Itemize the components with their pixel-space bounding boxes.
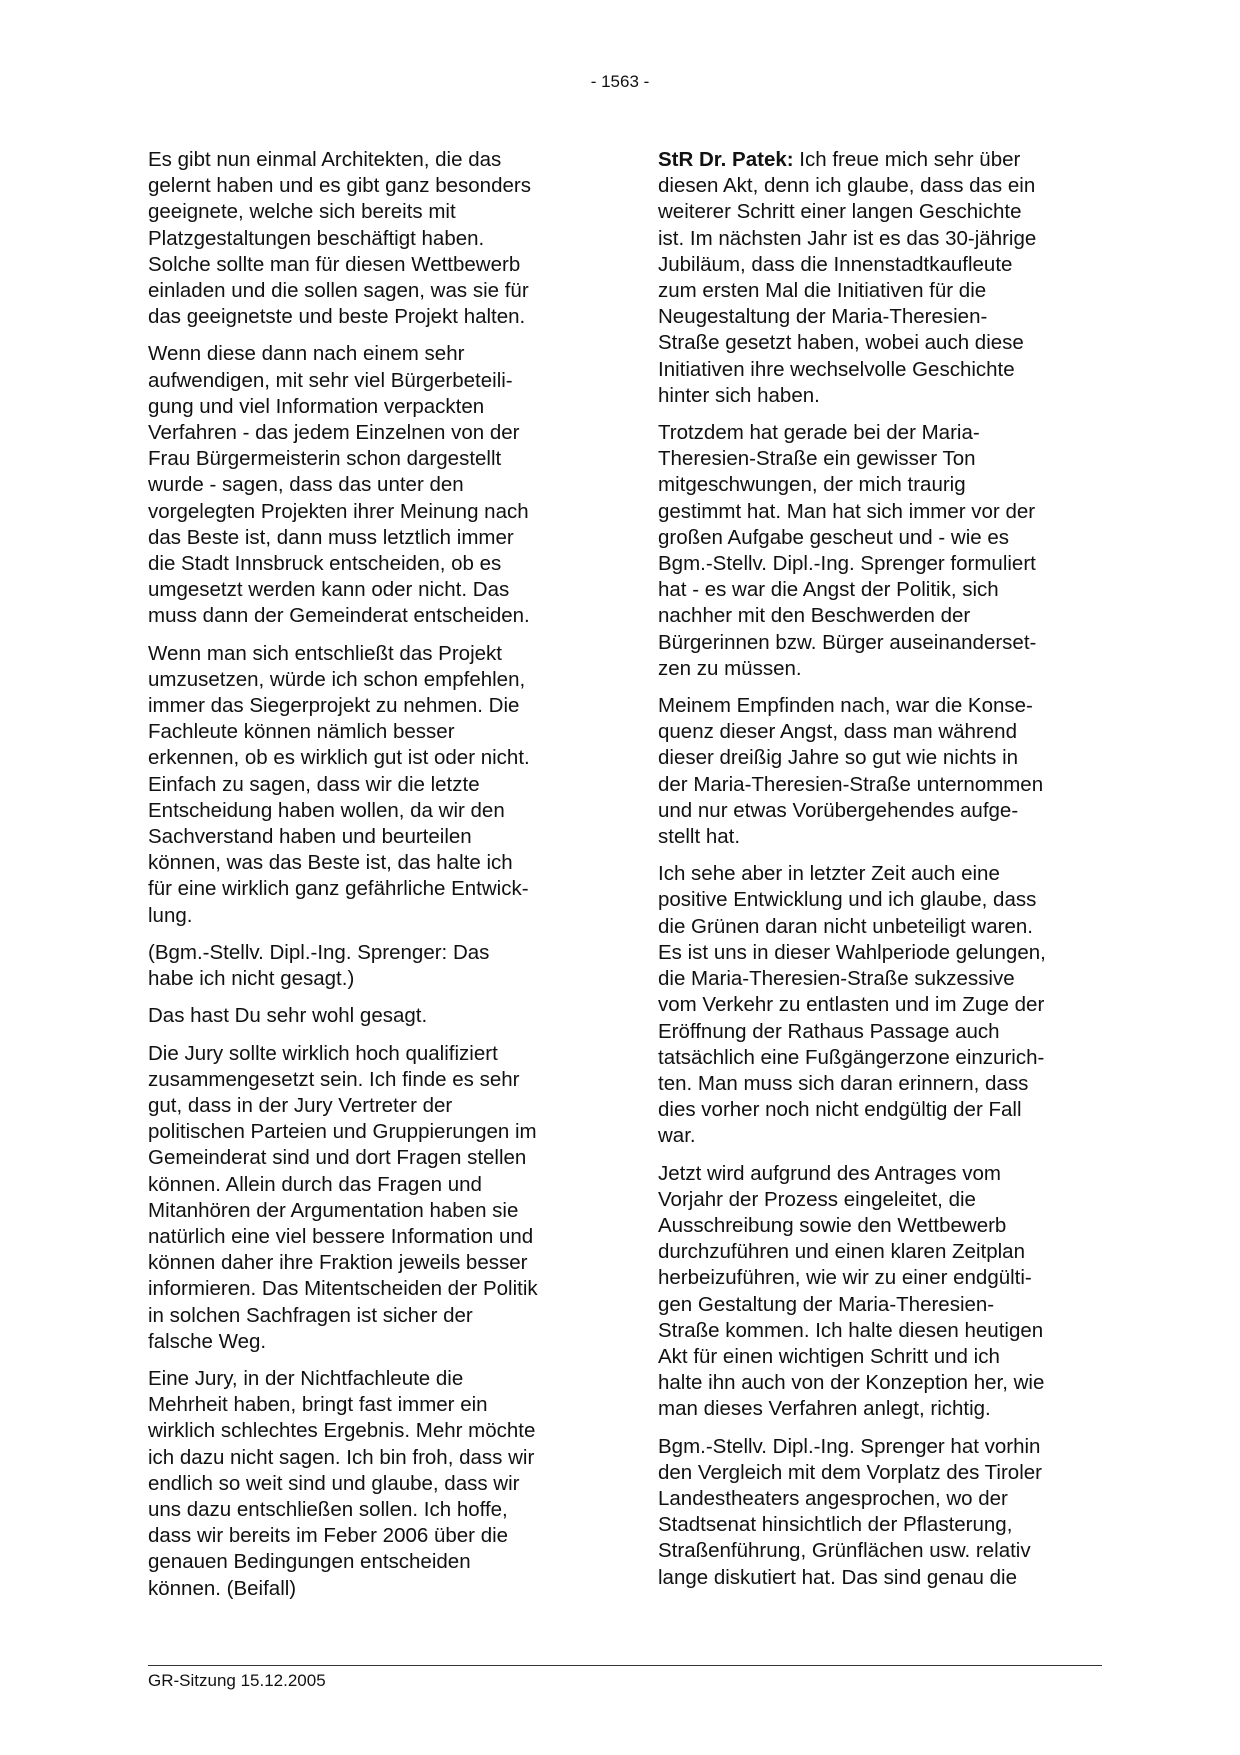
paragraph: Ich sehe aber in letzter Zeit auch eine positive Entwicklung und ich glaube, dass die Grünen daran nicht unbeteiligt waren. Es ist uns in dieser Wahlperiode gelungen, die Maria-Theresien-Straße sukzessive vom Verkehr zu entlasten und im Zuge der Eröffnung der Rathaus Passage auch tatsächlich eine Fußgängerzone einzurich- ten. Man muss sich daran erinnern, dass dies vorher noch nicht endgültig der Fall war.	[658, 862, 1046, 1148]
paragraph: StR Dr. Patek: Ich freue mich sehr über diesen Akt, denn ich glaube, dass das ein weiterer Schritt einer langen Geschichte ist. Im nächsten Jahr ist es das 30-jährige Jubiläum, dass die Innenstadtkaufleute zum ersten Mal die Initiativen für die Neugestaltung der Maria-Theresien- Straße gesetzt haben, wobei auch diese Initiativen ihre wechselvolle Geschichte hinter sich haben.	[658, 148, 1037, 407]
right-column	[658, 147, 1103, 1602]
paragraph: Meinem Empfinden nach, war die Konse- quenz dieser Angst, dass man während dieser dreißig Jahre so gut wie nichts in der Maria-Theresien-Straße unternommen und nur etwas Vorübergehendes aufge- stellt hat.	[658, 694, 1044, 849]
interjection: (Bgm.-Stellv. Dipl.-Ing. Sprenger: Das habe ich nicht gesagt.)	[148, 940, 490, 991]
paragraph: Es gibt nun einmal Architekten, die das gelernt haben und es gibt ganz besonders geeignete, welche sich bereits mit Platzgestaltungen beschäftigt haben. Solche sollte man für diesen Wettbewerb einladen und die sollen sagen, was sie für das geeignetste und beste Projekt halten.	[148, 148, 531, 329]
paragraph: Wenn diese dann nach einem sehr aufwendigen, mit sehr viel Bürgerbeteili- gung und viel Information verpackten Verfahren - das jedem Einzelnen von der Frau Bürgermeisterin schon dargestellt wurde - sagen, dass das unter den vorgelegten Projekten ihrer Meinung nach das Beste ist, dann muss letztlich immer die Stadt Innsbruck entscheiden, ob es umgesetzt werden kann oder nicht. Das muss dann der Gemeinderat entscheiden.	[148, 342, 530, 628]
footer-session-label: GR-Sitzung 15.12.2005	[148, 1671, 326, 1690]
paragraph: Wenn man sich entschließt das Projekt umzusetzen, würde ich schon empfehlen, immer das Siegerprojekt zu nehmen. Die Fachleute können nämlich besser erkennen, ob es wirklich gut ist oder nicht. Einfach zu sagen, dass wir die letzte Entscheidung haben wollen, da wir den Sachverstand haben und beurteilen können, was das Beste ist, das halte ich für eine wirklich ganz gefährliche Entwick- lung.	[148, 641, 530, 927]
paragraph: Das hast Du sehr wohl gesagt.	[148, 1004, 428, 1028]
footer-divider	[148, 1665, 1102, 1666]
paragraph: Eine Jury, in der Nichtfachleute die Mehrheit haben, bringt fast immer ein wirklich schlechtes Ergebnis. Mehr möchte ich dazu nicht sagen. Ich bin froh, dass wir endlich so weit sind und glaube, dass wir uns dazu entschließen sollen. Ich hoffe, dass wir bereits im Feber 2006 über die genauen Bedingungen entscheiden können. (Beifall)	[148, 1366, 536, 1600]
paragraph: Trotzdem hat gerade bei der Maria- Theresien-Straße ein gewisser Ton mitgeschwungen, der mich traurig gestimmt hat. Man hat sich immer vor der großen Aufgabe gescheut und - wie es Bgm.-Stellv. Dipl.-Ing. Sprenger formuliert hat - es war die Angst der Politik, sich nachher mit den Beschwerden der Bürgerinnen bzw. Bürger auseinanderset- zen zu müssen.	[658, 421, 1037, 680]
paragraph: Jetzt wird aufgrund des Antrages vom Vorjahr der Prozess eingeleitet, die Ausschreibung sowie den Wettbewerb durchzuführen und einen klaren Zeitplan herbeizuführen, wie wir zu einer endgülti- gen Gestaltung der Maria-Theresien- Straße kommen. Ich halte diesen heutigen Akt für einen wichtigen Schritt und ich halte ihn auch von der Konzeption her, wie man dieses Verfahren anlegt, richtig.	[658, 1161, 1045, 1421]
left-column	[148, 147, 593, 1613]
paragraph: Die Jury sollte wirklich hoch qualifiziert zusammengesetzt sein. Ich finde es sehr gut, dass in der Jury Vertreter der politischen Parteien und Gruppierungen im Gemeinderat sind und dort Fragen stellen können. Allein durch das Fragen und Mitanhören der Argumentation haben sie natürlich eine viel bessere Information und können daher ihre Fraktion jeweils besser informieren. Das Mitentscheiden der Politik in solchen Sachfragen ist sicher der falsche Weg.	[148, 1041, 538, 1353]
speaker-name: StR Dr. Patek:	[658, 148, 794, 171]
paragraph: Bgm.-Stellv. Dipl.-Ing. Sprenger hat vorhin den Vergleich mit dem Vorplatz des Tiroler Landestheaters angesprochen, wo der Stadtsenat hinsichtlich der Pflasterung, Straßenführung, Grünflächen usw. relativ lange diskutiert hat. Das sind genau die	[658, 1434, 1042, 1589]
page-number: - 1563 -	[590, 72, 650, 91]
